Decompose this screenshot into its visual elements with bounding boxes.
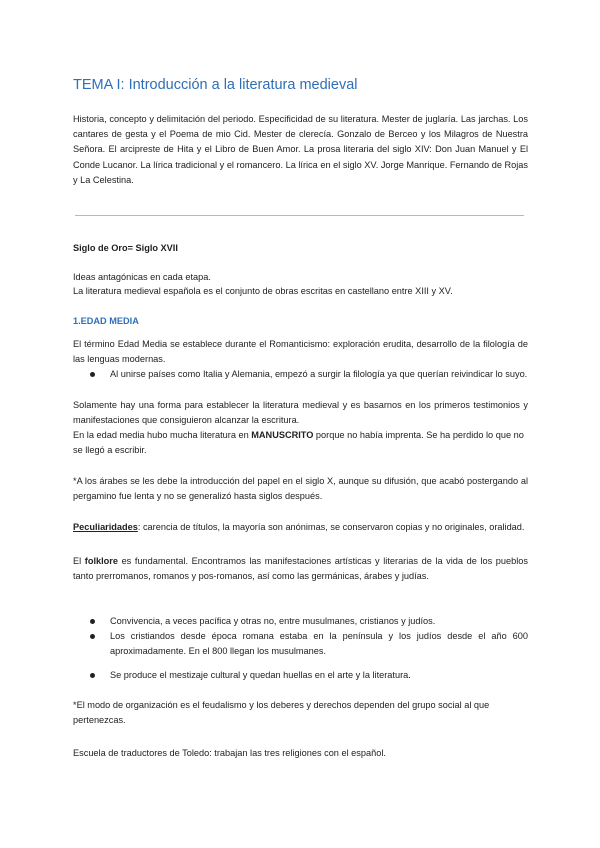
folklore-paragraph <box>73 554 528 584</box>
bullet-text: Se produce el mestizaje cultural y quedan huellas en el arte y la literatura. <box>110 670 411 680</box>
section-heading-edad-media: 1.EDAD MEDIA <box>73 316 139 326</box>
convivencia-bullet-list <box>73 614 528 660</box>
arabes-note: *A los árabes se les debe la introducción del papel en el siglo X, aunque su difusión, que acabó postergando al pergamino fue lenta y no se generalizó hasta siglos después. <box>73 476 528 502</box>
manuscrito-text-after: porque no había imprenta. Se ha perdido lo que no se llegó a escribir. <box>73 430 524 456</box>
bullet-dot-icon <box>90 372 95 377</box>
edad-media-paragraph-1: El término Edad Media se establece durante el Romanticismo: exploración erudita, desarrollo de la filología de las lenguas modernas. <box>73 339 528 365</box>
edad-media-bullet-list <box>73 367 528 382</box>
bullet-dot-icon <box>90 634 95 639</box>
list-item <box>73 367 528 382</box>
peculiaridades-text: : carencia de títulos, la mayoría son anónimas, se conservaron copias y no originales, oralidad. <box>137 522 525 532</box>
bullet-text: Los cristiandos desde época romana estaba en la península y los judíos desde el año 600 aproximadamente. En el 800 llegan los musulmanes. <box>110 631 528 657</box>
intro-paragraph: Historia, concepto y delimitación del periodo. Especificidad de su literatura. Mester de juglaría. Las jarchas. Los cantares de gesta y el Poema de mio Cid. Mester de clerecía. Gonzalo de Berceo y los Milagros de Nuestra Señora. El arcipreste de Hita y el Libro de Buen Amor. La prosa literaria del siglo XIV: Don Juan Manuel y El Conde Lucanor. La lírica tradicional y el romancero. La lírica en el siglo XV. Jorge Manrique. Fernando de Rojas y La Celestina. <box>73 114 528 185</box>
escuela-traductores: Escuela de traductores de Toledo: trabajan las tres religiones con el español. <box>73 748 386 758</box>
bullet-dot-icon <box>90 673 95 678</box>
manuscrito-paragraph <box>73 428 528 458</box>
peculiaridades-label: Peculiaridades <box>73 522 138 532</box>
bullet-text: Convivencia, a veces pacífica y otras no, entre musulmanes, cristianos y judíos. <box>110 616 436 626</box>
folklore-text-before: El <box>73 556 85 566</box>
list-item <box>73 614 528 629</box>
folklore-text-after: es fundamental. Encontramos las manifestaciones artísticas y literarias de la vida de los pueblos tanto prerromanos, romanos y pos-romanos, así como las germánicas, árabes y judías. <box>73 556 528 582</box>
horizontal-divider <box>75 215 524 216</box>
ideas-line-1: Ideas antagónicas en cada etapa. <box>73 272 211 282</box>
mestizaje-bullet-list <box>73 668 528 683</box>
edad-media-paragraph-2: Solamente hay una forma para establecer la literatura medieval y es basarnos en los primeros testimonios y manifestaciones que consiguieron alcanzar la escritura. <box>73 400 528 426</box>
page-title: TEMA I: Introducción a la literatura medieval <box>73 77 358 93</box>
bullet-text: Al unirse países como Italia y Alemania, empezó a surgir la filología ya que querían reivindicar lo suyo. <box>110 369 528 379</box>
list-item <box>73 668 528 683</box>
manuscrito-emphasis: MANUSCRITO <box>251 430 314 440</box>
feudalismo-note: *El modo de organización es el feudalismo y los deberes y derechos dependen del grupo social al que pertenezcas. <box>73 700 490 726</box>
peculiaridades-paragraph <box>73 520 528 535</box>
list-item <box>73 629 528 659</box>
manuscrito-text-before: En la edad media hubo mucha literatura en <box>73 430 252 440</box>
siglo-de-oro-heading: Siglo de Oro= Siglo XVII <box>73 243 178 253</box>
ideas-line-2: La literatura medieval española es el conjunto de obras escritas en castellano entre XIII y XV. <box>73 286 453 296</box>
bullet-dot-icon <box>90 619 95 624</box>
folklore-emphasis: folklore <box>84 556 118 566</box>
